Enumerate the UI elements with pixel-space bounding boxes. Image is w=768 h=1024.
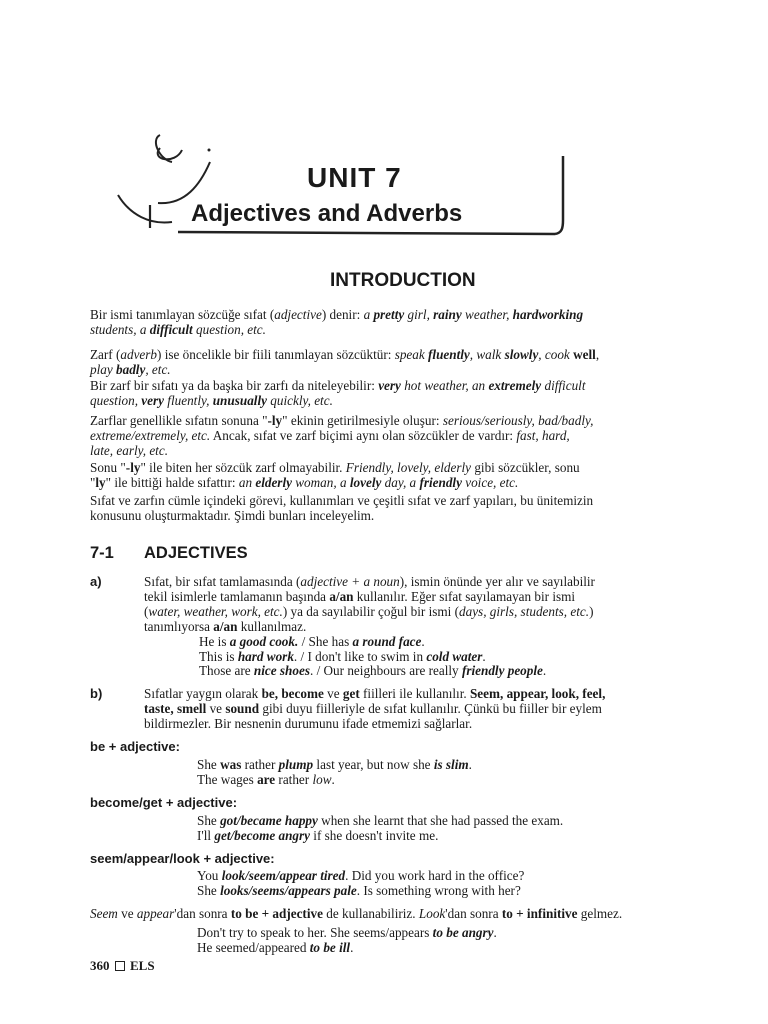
seem-appear-note: Seem ve appear'dan sonra to be + adjective de kullanabiliriz. Look'dan sonra to + infinitive gelmez. — [90, 906, 623, 921]
seem-appear-look-examples: You look/seem/appear tired. Did you work hard in the office? She looks/seems/appears pale. Is something wrong with her? — [197, 868, 525, 898]
intro-paragraph-2: Zarf (adverb) ise öncelikle bir fiili tanımlayan sözcüktür: speak fluently, walk slowly, cook well, play badly, etc. — [90, 347, 600, 377]
unit-number: UNIT 7 — [307, 162, 402, 193]
become-get-examples: She got/became happy when she learnt that she had passed the exam. I'll get/become angry if she doesn't invite me. — [197, 813, 564, 843]
page-footer — [90, 958, 155, 974]
be-adjective-label: be + adjective: — [90, 739, 180, 754]
seem-appear-look-label: seem/appear/look + adjective: — [90, 851, 275, 866]
square-icon — [115, 961, 125, 971]
item-a-examples: He is a good cook. / She has a round face. This is hard work. / I don't like to swim in cold water. Those are nice shoes. / Our neighbours are really friendly people. — [199, 634, 547, 678]
item-a-text: Sıfat, bir sıfat tamlamasında (adjective + a noun), ismin önünde yer alır ve sayılabilir tekil isimlerle tamlamanın başında a/an kullanılır. Eğer sıfat sayılamayan bir ismi (water, weather, work, etc.) ya da sayılabilir çoğul bir ismi (days, girls, students, etc.) tanımlıyorsa a/an kullanılmaz. — [144, 574, 595, 634]
intro-paragraph-3: Bir zarf bir sıfatı ya da başka bir zarfı da niteleyebilir: very hot weather, an extremely difficult question, very fluently, unusually quickly, etc. — [90, 378, 586, 408]
item-a-label: a) — [90, 574, 102, 589]
item-b-label: b) — [90, 686, 103, 701]
seem-appear-note-examples: Don't try to speak to her. She seems/appears to be angry. He seemed/appeared to be ill. — [197, 925, 497, 955]
section-title: ADJECTIVES — [144, 544, 248, 562]
publisher-label: ELS — [130, 958, 155, 973]
unit-title: Adjectives and Adverbs — [191, 200, 463, 227]
intro-paragraph-4: Zarflar genellikle sıfatın sonuna "-ly" ekinin getirilmesiyle oluşur: serious/seriously, bad/badly, extreme/extremely, etc. Ancak, sıfat ve zarf biçimi aynı olan sözcükler de vardır: fast, hard, late, early, etc. — [90, 413, 594, 458]
become-get-adjective-label: become/get + adjective: — [90, 795, 238, 810]
item-b-text: Sıfatlar yaygın olarak be, become ve get fiilleri ile kullanılır. Seem, appear, look, feel, taste, smell ve sound gibi duyu fiilleriyle de sıfat kullanılır. Çünkü bu fiiller bir eylem bildirmezler. Bir nesnenin durumunu ifade etmemizi sağlarlar. — [144, 686, 606, 731]
intro-paragraph-6: Sıfat ve zarfın cümle içindeki görevi, kullanımları ve çeşitli sıfat ve zarf yapıları, bu ünitemizin konusunu oluşturmaktadır. Şimdi bunları inceleyelim. — [90, 493, 594, 523]
intro-paragraph-1: Bir ismi tanımlayan sözcüğe sıfat (adjective) denir: a pretty girl, rainy weather, hardworking students, a difficult question, etc. — [90, 307, 584, 337]
intro-paragraph-5: Sonu "-ly" ile biten her sözcük zarf olmayabilir. Friendly, lovely, elderly gibi sözcükler, sonu "ly" ile bittiği halde sıfattır: an elderly woman, a lovely day, a friendly voice, etc. — [90, 460, 580, 490]
introduction-heading: INTRODUCTION — [330, 270, 476, 291]
section-number: 7-1 — [90, 544, 114, 562]
be-adjective-examples: She was rather plump last year, but now she is slim. The wages are rather low. — [197, 757, 472, 787]
page-number: 360 — [90, 958, 110, 973]
